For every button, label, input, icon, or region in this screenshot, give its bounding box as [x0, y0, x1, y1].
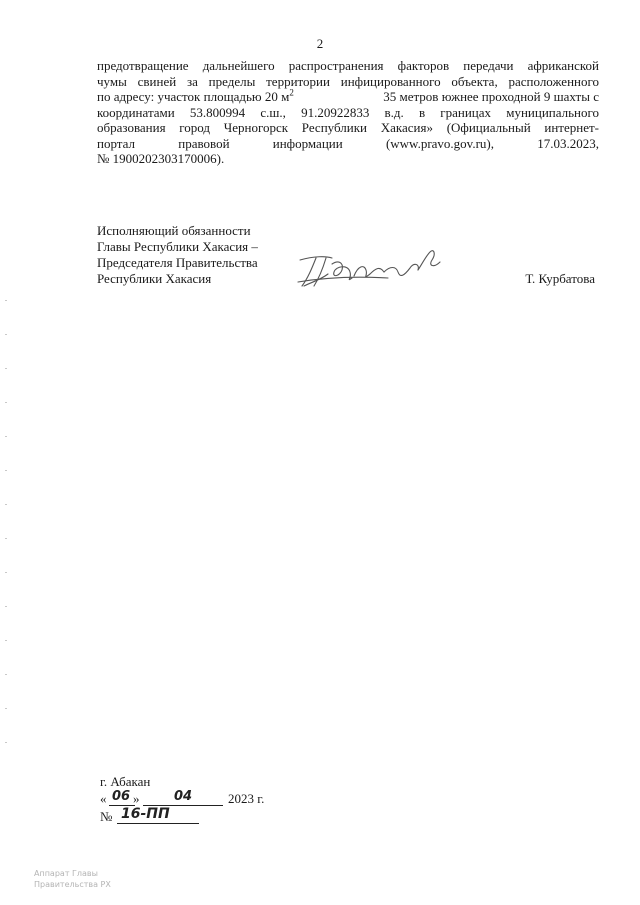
body-line-area-tail: 35 метров южнее проходной 9 шахты с — [383, 89, 599, 104]
date-day: 06 — [112, 789, 131, 804]
signatory-name: Т. Курбатова — [525, 271, 595, 286]
document-number — [97, 806, 237, 826]
stamp-line: Аппарат Главы — [34, 869, 98, 878]
registration-stamp — [34, 868, 111, 890]
body-line: предотвращение дальнейшего распространения факторов передачи африканской — [97, 58, 599, 73]
number-sign: № — [100, 809, 113, 824]
area-superscript: 2 — [289, 87, 294, 98]
signatory-title-line: Исполняющий обязанности — [97, 223, 251, 238]
date-year: 2023 г. — [228, 791, 265, 806]
date-open-quote: « — [100, 791, 107, 806]
number-value: 16-ПП — [121, 806, 170, 822]
body-line: образования город Черногорск Республики Хакасия» (Официальный интернет- — [97, 120, 599, 135]
scan-margin-dots — [5, 300, 7, 760]
signatory-title-line: Республики Хакасия — [97, 271, 212, 286]
body-paragraph — [97, 58, 599, 167]
date-month: 04 — [174, 789, 193, 804]
body-line: № 1900202303170006). — [97, 151, 225, 166]
date-line — [97, 789, 297, 807]
stamp-line: Правительства РХ — [34, 880, 111, 889]
handwritten-signature — [292, 238, 447, 292]
body-line: портал правовой информации (www.pravo.gov.ru), 17.03.2023, — [97, 135, 599, 151]
signatory-title — [97, 223, 258, 287]
signatory-title-line: Председателя Правительства — [97, 255, 258, 270]
body-line: чумы свиней за пределы территории инфицированного объекта, расположенного — [97, 73, 599, 89]
body-line: координатами 53.800994 с.ш., 91.20922833 в.д. в границах муниципального — [97, 104, 599, 120]
body-line-area-start: по адресу: участок площадью 20 м — [97, 89, 290, 104]
number-underline — [117, 823, 199, 824]
page-number: 2 — [316, 36, 324, 51]
body-line-area — [97, 89, 599, 105]
place-of-signing: г. Абакан — [100, 774, 151, 789]
date-close-quote: » — [133, 791, 140, 806]
signatory-title-line: Главы Республики Хакасия – — [97, 239, 258, 254]
